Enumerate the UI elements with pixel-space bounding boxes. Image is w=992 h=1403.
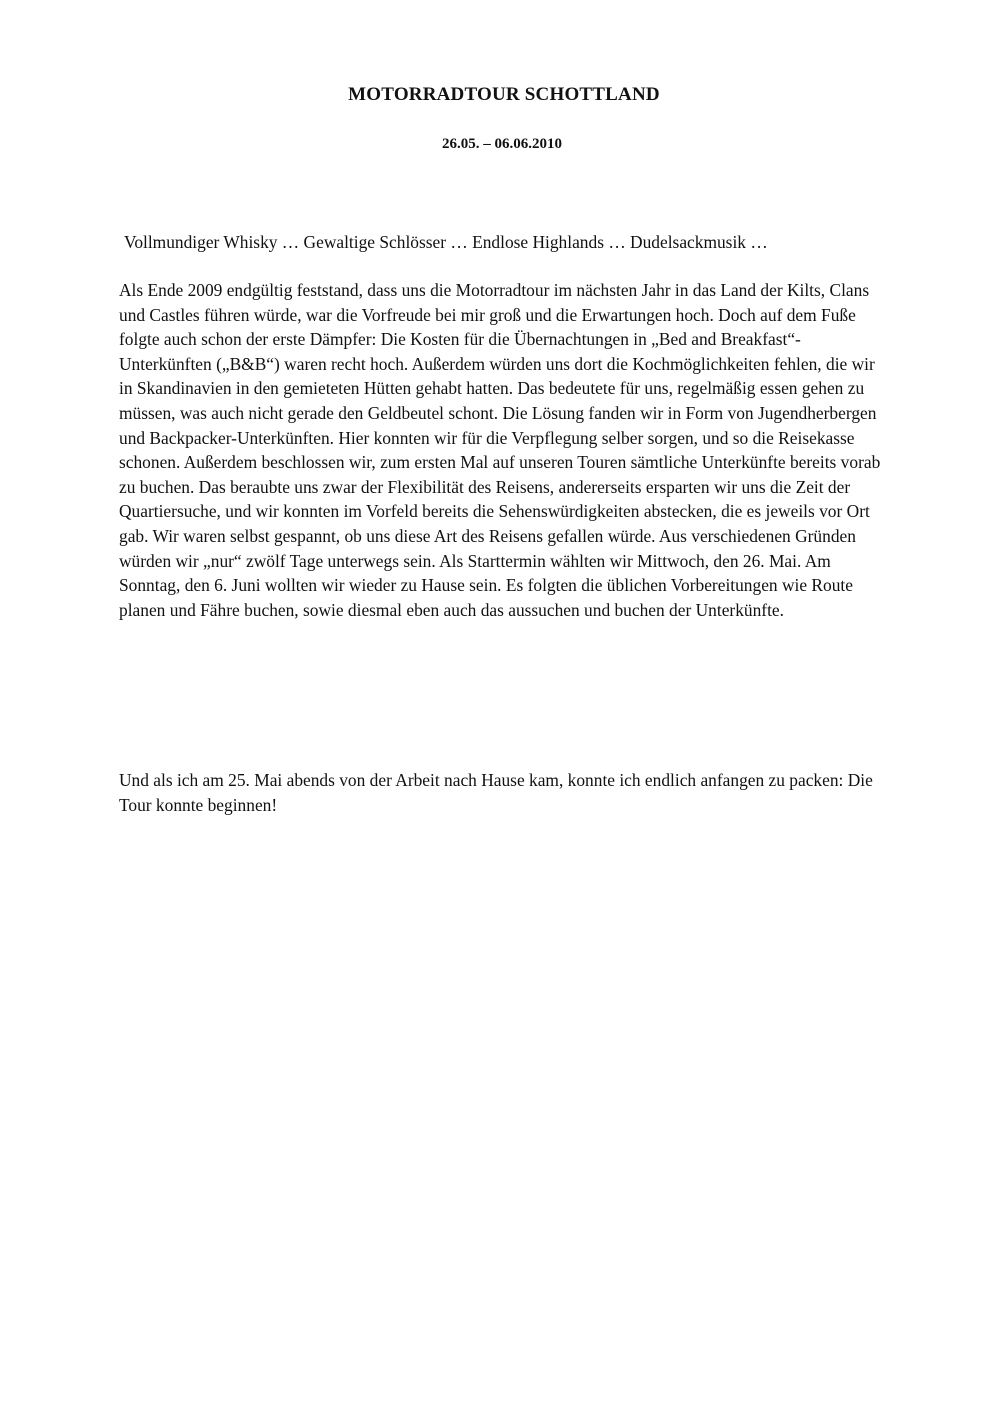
document-tagline: Vollmundiger Whisky … Gewaltige Schlösser … Endlose Highlands … Dudelsackmusik … [124, 232, 768, 252]
body-paragraph-closing: Und als ich am 25. Mai abends von der Arbeit nach Hause kam, konnte ich endlich anfangen zu packen: Die Tour konnte beginnen! [119, 770, 873, 815]
document-title: MOTORRADTOUR SCHOTTLAND [348, 84, 660, 105]
body-paragraph-intro: Als Ende 2009 endgültig feststand, dass uns die Motorradtour im nächsten Jahr in das Land der Kilts, Clans und Castles führen würde, war die Vorfreude bei mir groß und die Erwartungen hoch. Doch auf dem Fuße folgte auch schon der erste Dämpfer: Die Kosten für die Übernachtungen in „Bed and Breakfast“-Unterkünften („B&B“) waren recht hoch. Außerdem würden uns dort die Kochmöglichkeiten fehlen, die wir in Skandinavien in den gemieteten Hütten gehabt hatten. Das bedeutete für uns, regelmäßig essen gehen zu müssen, was auch nicht gerade den Geldbeutel schont. Die Lösung fanden wir in Form von Jugendherbergen und Backpacker-Unterkünften. Hier konnten wir für die Verpflegung selber sorgen, und so die Reisekasse schonen. Außerdem beschlossen wir, zum ersten Mal auf unseren Touren sämtliche Unterkünfte bereits vorab zu buchen. Das beraubte uns zwar der Flexibilität des Reisens, andererseits ersparten wir uns die Zeit der Quartiersuche, und wir konnten im Vorfeld bereits die Sehenswürdigkeiten abstecken, die es jeweils vor Ort gab. Wir waren selbst gespannt, ob uns diese Art des Reisens gefallen würde. Aus verschiedenen Gründen würden wir „nur“ zwölf Tage unterwegs sein. Als Starttermin wählten wir Mittwoch, den 26. Mai. Am Sonntag, den 6. Juni wollten wir wieder zu Hause sein. Es folgten die üblichen Vorbereitungen wie Route planen und Fähre buchen, sowie diesmal eben auch das aussuchen und buchen der Unterkünfte. [119, 280, 881, 620]
document-date-range: 26.05. – 06.06.2010 [442, 136, 562, 152]
